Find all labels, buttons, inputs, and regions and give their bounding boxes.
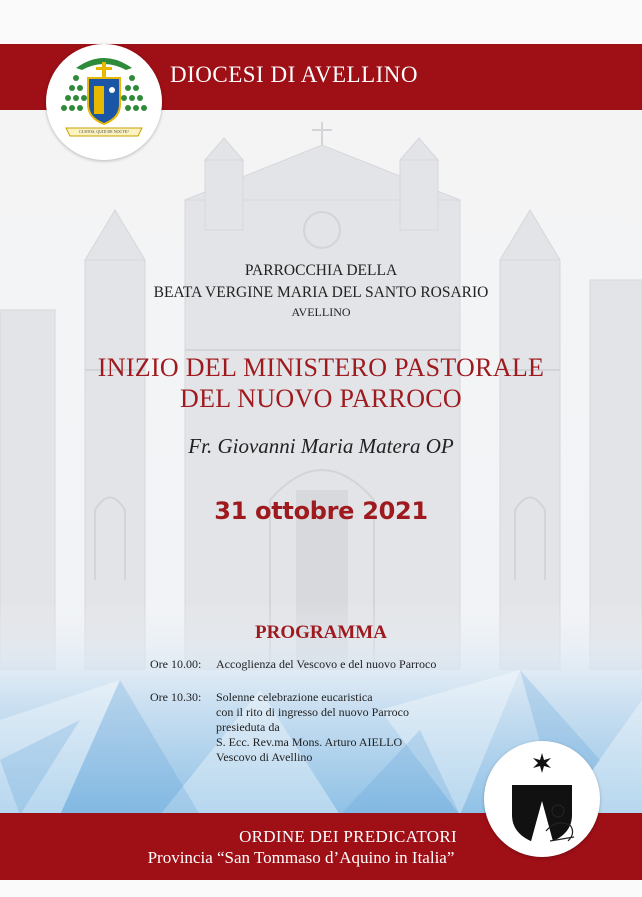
parish-line-1: PARROCCHIA DELLA xyxy=(244,262,398,279)
order-title: ORDINE DEI PREDICATORI xyxy=(239,827,457,846)
diocese-crest xyxy=(46,44,162,160)
bottom-margin xyxy=(0,880,642,897)
schedule-time: Ore 10.00: xyxy=(150,657,202,671)
schedule-desc-line: S. Ecc. Rev.ma Mons. Arturo AIELLO xyxy=(216,735,403,749)
event-date: 31 ottobre 2021 xyxy=(214,497,428,525)
schedule-time: Ore 10.30: xyxy=(150,690,202,704)
bishop-coat-of-arms-icon xyxy=(46,44,162,160)
dominican-shield-icon xyxy=(484,741,600,857)
schedule-desc-line: Vescovo di Avellino xyxy=(216,750,313,764)
schedule-desc-line: Solenne celebrazione eucaristica xyxy=(216,690,373,704)
top-margin xyxy=(0,0,642,44)
schedule-desc-line: con il rito di ingresso del nuovo Parroco xyxy=(216,705,409,719)
schedule-desc: Accoglienza del Vescovo e del nuovo Parroco xyxy=(216,657,437,671)
parish-line-2: BEATA VERGINE MARIA DEL SANTO ROSARIO xyxy=(153,284,489,301)
event-title-line-1: INIZIO DEL MINISTERO PASTORALE xyxy=(97,353,545,382)
crest-motto: CUSTOS, QUID DE NOCTE? xyxy=(79,129,129,134)
schedule-desc-line: presieduta da xyxy=(216,720,280,734)
province-name: Provincia “San Tommaso d’Aquino in Italia” xyxy=(147,848,455,867)
priest-name: Fr. Giovanni Maria Matera OP xyxy=(188,434,454,458)
program-title: PROGRAMMA xyxy=(255,622,387,643)
diocese-title: DIOCESI DI AVELLINO xyxy=(170,62,419,87)
parish-city: AVELLINO xyxy=(291,305,351,319)
dominican-emblem xyxy=(484,741,600,857)
event-title-line-2: DEL NUOVO PARROCO xyxy=(180,384,462,413)
